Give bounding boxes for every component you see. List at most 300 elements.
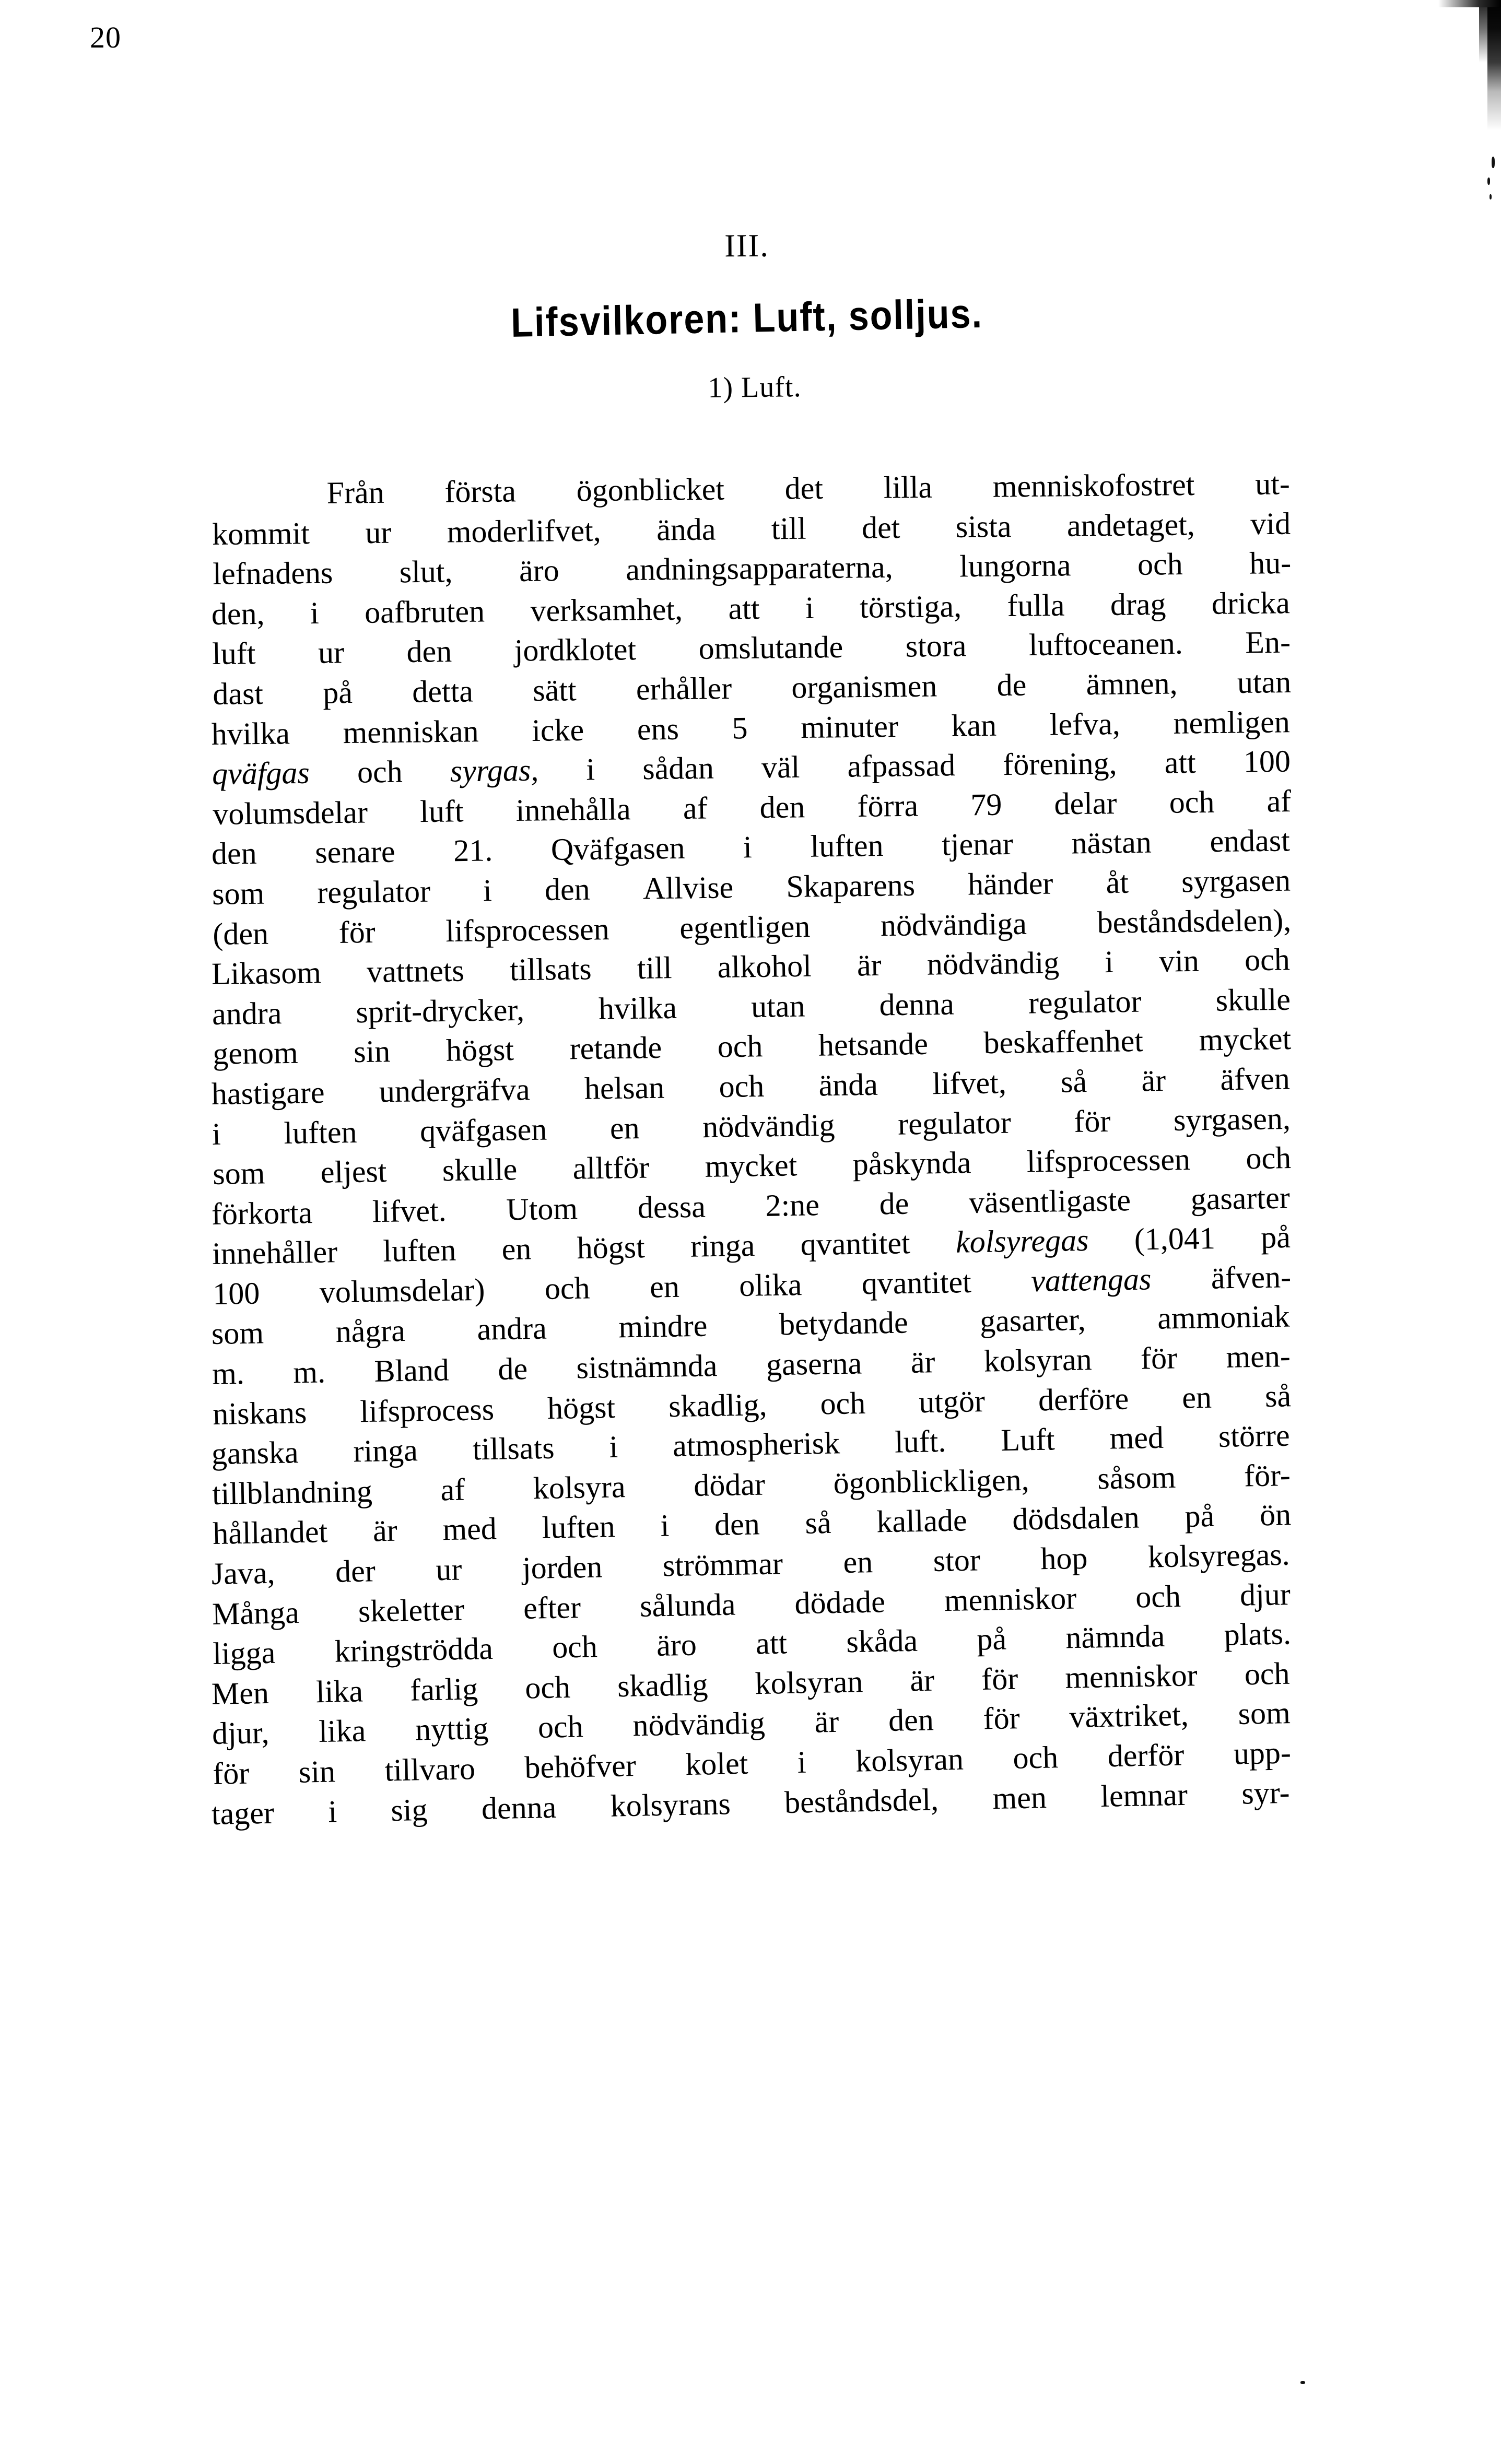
word: och (1135, 1578, 1181, 1614)
word: alkohol (717, 948, 812, 985)
word: kringströdda (334, 1631, 494, 1669)
word: de (879, 1186, 909, 1221)
word: nyttig (415, 1711, 489, 1747)
word: ur (318, 635, 345, 670)
word: på (1260, 1220, 1291, 1255)
word: kolsyra (533, 1469, 626, 1506)
word: nödvändig (702, 1107, 835, 1144)
word: för (1140, 1340, 1178, 1376)
scan-speck (1300, 2381, 1305, 2384)
word: nästan (1071, 824, 1152, 860)
word: luften (810, 828, 884, 864)
word: den (406, 634, 452, 669)
word: det (861, 510, 900, 545)
page-number: 20 (90, 20, 121, 54)
word: dödar (693, 1467, 766, 1503)
word: fulla (1007, 587, 1065, 623)
word: högst (445, 1032, 514, 1068)
word: qväfgasen (419, 1112, 547, 1148)
word: första (444, 474, 517, 509)
word: en (649, 1269, 680, 1304)
word: vattengas (1030, 1262, 1152, 1298)
word: ur (365, 515, 392, 550)
word: dödade (794, 1584, 886, 1621)
word: men (992, 1779, 1047, 1815)
word: väl (761, 749, 800, 785)
word: såsom (1097, 1459, 1176, 1496)
word: sig (390, 1792, 428, 1828)
word: är (910, 1345, 935, 1380)
word: en (1181, 1380, 1212, 1415)
word: ur (435, 1552, 462, 1587)
word: qvantitet (800, 1225, 911, 1262)
word: sådan (642, 750, 714, 786)
word: och (1012, 1740, 1059, 1775)
word: de (497, 1351, 528, 1387)
word: denna (879, 986, 955, 1022)
word: (1,041 (1134, 1221, 1216, 1257)
word: för (1073, 1103, 1111, 1139)
word: i (327, 1794, 337, 1829)
word: och (1137, 547, 1183, 582)
word: högst (577, 1230, 646, 1266)
word: förra (857, 788, 919, 823)
word: nemligen (1173, 704, 1291, 740)
word: beskaffenhet (983, 1023, 1144, 1060)
word: 2:ne (765, 1187, 820, 1223)
word: utan (1237, 664, 1292, 700)
word: förkorta (211, 1195, 313, 1231)
word: skadlig, (668, 1387, 768, 1423)
word: hvilka (598, 990, 677, 1026)
word: och (719, 1068, 765, 1104)
word: mindre (618, 1308, 708, 1345)
word: lifsprocess (359, 1392, 495, 1429)
word: i (608, 1429, 618, 1465)
scan-edge-artifact-top (1438, 0, 1501, 7)
word: beståndsdel, (784, 1782, 939, 1820)
word: ända (818, 1067, 878, 1103)
word: som (212, 1156, 265, 1192)
word: lemnar (1100, 1777, 1188, 1813)
word: mycket (705, 1148, 798, 1184)
word: sin (353, 1034, 391, 1069)
word: atmospherisk (672, 1425, 840, 1464)
word: tillsats (509, 951, 592, 987)
word: det (784, 470, 824, 506)
word: och (537, 1709, 584, 1745)
word: Utom (506, 1190, 578, 1227)
word: 79 (970, 787, 1002, 822)
word: vin (1158, 943, 1200, 978)
word: en (609, 1110, 640, 1146)
word: undergräfva (379, 1072, 531, 1109)
word: så (1264, 1378, 1292, 1413)
word: stora (905, 628, 967, 664)
word: kommit (212, 515, 310, 551)
word: den (888, 1702, 934, 1738)
word: den (714, 1506, 760, 1542)
word: nödvändig (632, 1705, 766, 1743)
word: lifsprocessen (1026, 1142, 1191, 1179)
word: skulle (442, 1152, 518, 1188)
word: hu- (1249, 546, 1292, 581)
word: ringa (690, 1228, 755, 1264)
word: ammoniak (1157, 1299, 1291, 1336)
word: andningsapparaterna, (625, 549, 893, 587)
word: lifvet, (932, 1065, 1007, 1101)
word: ganska (211, 1435, 299, 1471)
word: moderlifvet, (447, 513, 601, 549)
word: att (728, 591, 760, 626)
word: denna (481, 1789, 557, 1826)
word: för (338, 914, 376, 950)
word: väsentligaste (968, 1182, 1131, 1220)
word: slut, (399, 554, 453, 590)
word: i (660, 1508, 670, 1543)
word: händer (967, 866, 1053, 902)
word: som (212, 876, 265, 911)
word: innehåller (212, 1234, 338, 1271)
word: ögonblickligen, (833, 1462, 1030, 1501)
word: nödvändig (927, 945, 1060, 982)
word: menniskor (944, 1581, 1077, 1618)
word: lefnadens (213, 555, 333, 592)
word: luft (212, 636, 256, 671)
word: kolet (685, 1746, 748, 1782)
word: luftoceanen. (1028, 626, 1183, 663)
word: utgör (918, 1383, 986, 1419)
word: innehålla (515, 792, 631, 828)
page-heading-group (157, 230, 1337, 402)
word: är (1141, 1063, 1166, 1098)
word: och (1244, 1656, 1291, 1692)
word: luften (542, 1509, 616, 1546)
word: äfven- (1211, 1259, 1292, 1295)
word: syrgasen (1181, 863, 1291, 899)
word: växtriket, (1069, 1697, 1189, 1735)
chapter-title: Lifsvilkoren: Luft, solljus. (510, 290, 983, 346)
word: retande (569, 1030, 662, 1066)
word: Från (326, 475, 384, 510)
word: syr- (1241, 1775, 1291, 1811)
word: andra (476, 1311, 547, 1347)
word: kolsyran (855, 1741, 964, 1778)
word: förening, (1002, 746, 1117, 782)
word: sätt (532, 673, 577, 708)
word: afpassad (847, 748, 956, 784)
word: upp- (1233, 1735, 1292, 1771)
word: Skaparens (785, 867, 916, 904)
word: skadlig (617, 1667, 709, 1704)
word: stor (933, 1542, 981, 1578)
word: volumsdelar) (319, 1272, 485, 1310)
word: och (820, 1385, 866, 1421)
word: till (637, 950, 672, 986)
word: menniskor (1064, 1657, 1198, 1695)
word: luften (382, 1232, 456, 1269)
word: lilla (883, 469, 933, 505)
word: att (755, 1625, 788, 1661)
word: hop (1040, 1540, 1088, 1576)
word: lika (318, 1713, 366, 1749)
word: kolsyrans (610, 1786, 731, 1823)
word: volumsdelar (212, 795, 368, 831)
word: menniskofostret (992, 467, 1195, 504)
word: dödsdalen (1012, 1500, 1140, 1537)
word: att (1164, 745, 1197, 780)
word: djur, (212, 1715, 269, 1751)
word: 21. (453, 833, 493, 868)
word: Qväfgasen (550, 831, 685, 867)
word: tjenar (941, 827, 1014, 862)
word: och (357, 754, 403, 789)
word: helsan (584, 1070, 665, 1106)
word: af (683, 791, 708, 826)
word: kolsyran (754, 1664, 863, 1701)
word: lefva, (1049, 706, 1121, 742)
word: högst (547, 1389, 616, 1425)
word: En- (1245, 624, 1291, 660)
word: behöfver (524, 1748, 637, 1785)
scan-edge-artifact-right-inner (1479, 0, 1487, 63)
word: åt (1106, 865, 1129, 900)
word: m. (212, 1356, 245, 1392)
word: är (909, 1663, 935, 1698)
word: är (814, 1704, 839, 1740)
word: (den (212, 916, 269, 951)
word: af (440, 1472, 465, 1507)
word: och (544, 1270, 591, 1306)
word: ringa (353, 1433, 418, 1469)
word: hållandet (212, 1514, 328, 1551)
word: endast (1210, 823, 1291, 859)
word: kan (951, 708, 997, 743)
word: verksamhet, (530, 592, 683, 628)
word: efter (523, 1589, 581, 1625)
word (212, 476, 267, 512)
word: är (372, 1513, 398, 1548)
word: så (1060, 1064, 1087, 1099)
word: de (996, 667, 1027, 703)
word: ämnen, (1086, 666, 1178, 702)
word: påskynda (852, 1145, 971, 1182)
word: och (1245, 1140, 1292, 1176)
word: skåda (846, 1623, 918, 1659)
word: luft (419, 793, 464, 829)
word: i (212, 1116, 221, 1151)
word: tillvaro (384, 1751, 476, 1788)
word: kolsyran (983, 1342, 1093, 1378)
word: Allvise (642, 870, 734, 906)
word: niskans (212, 1395, 307, 1431)
word: kolsyregas (955, 1223, 1089, 1260)
word: som (211, 1315, 264, 1351)
word: luft. (894, 1424, 946, 1459)
word: derföre (1038, 1381, 1129, 1418)
word: Men (211, 1675, 269, 1711)
word: med (442, 1511, 497, 1547)
word: några (335, 1313, 406, 1349)
chapter-numeral: III. (724, 228, 769, 264)
word: hvilka (211, 715, 290, 751)
word: för (981, 1661, 1018, 1696)
word: djur (1239, 1576, 1291, 1612)
word: i (743, 830, 753, 865)
word: kolsyregas. (1147, 1537, 1291, 1574)
word: oafbruten (364, 594, 485, 630)
word: detta (412, 674, 474, 709)
word: senare (314, 834, 395, 870)
word: äro (519, 553, 560, 588)
word: och (524, 1669, 571, 1705)
word: med (1109, 1420, 1164, 1456)
word: Luft (1000, 1422, 1056, 1458)
word: ön (1259, 1497, 1292, 1532)
word: dast (212, 676, 264, 711)
word: för (983, 1701, 1021, 1736)
body-text (211, 466, 1292, 1836)
word: kallade (876, 1503, 968, 1539)
word: ögonblicket (576, 471, 725, 508)
word: gasarter, (979, 1302, 1086, 1339)
word: tager (211, 1795, 275, 1831)
word: för (212, 1755, 250, 1791)
word: ända (656, 512, 716, 547)
word: icke (531, 712, 584, 748)
word: på (322, 675, 353, 710)
word: tillsats (472, 1431, 555, 1467)
scan-speck (1487, 178, 1490, 185)
word: i (805, 590, 814, 625)
word: en (501, 1231, 532, 1267)
section-title: 1) Luft. (708, 371, 802, 404)
word: gaserna (766, 1346, 862, 1382)
word: Många (212, 1595, 300, 1631)
word: ligga (212, 1635, 276, 1671)
word: ut- (1254, 466, 1291, 501)
word: och (552, 1629, 598, 1665)
word: syrgasen, (1173, 1101, 1291, 1137)
word: alltför (572, 1150, 650, 1186)
word: strömmar (662, 1546, 783, 1583)
word: dricka (1211, 585, 1291, 621)
word: 100 (1243, 744, 1291, 779)
word: ens (637, 711, 679, 747)
word: den, (211, 596, 265, 631)
word: minuter (800, 709, 899, 745)
word: beståndsdelen), (1097, 902, 1292, 940)
word: syrgas, (450, 752, 539, 788)
scan-edge-artifact-right (1487, 0, 1501, 131)
word: och (1244, 942, 1291, 977)
word: omslutande (698, 630, 843, 666)
word: regulator (316, 874, 431, 910)
word: lifsprocessen (445, 911, 610, 948)
word: lifvet. (372, 1193, 447, 1229)
word: 5 (732, 710, 748, 746)
word: en (842, 1545, 873, 1580)
word: qväfgas (212, 755, 310, 792)
word: äro (656, 1627, 697, 1663)
word: och (717, 1029, 763, 1064)
word: m. (292, 1354, 326, 1390)
word: jorden (522, 1549, 603, 1586)
word: regulator (1028, 984, 1142, 1020)
word: sin (298, 1754, 336, 1789)
word: tillblandning (212, 1473, 373, 1511)
word: gasarter (1190, 1180, 1291, 1217)
word: nödvändiga (880, 906, 1027, 942)
word: törstiga, (859, 588, 962, 624)
word: hastigare (211, 1075, 325, 1111)
word: som (1237, 1695, 1291, 1731)
word: och (1169, 784, 1215, 820)
word: delar (1054, 785, 1117, 821)
word: derför (1107, 1737, 1185, 1774)
scan-speck (1490, 194, 1492, 199)
word: plats. (1223, 1616, 1292, 1652)
word: utan (750, 988, 805, 1024)
word: 100 (212, 1276, 260, 1311)
word: större (1218, 1418, 1291, 1454)
word: vid (1250, 506, 1291, 541)
word: sistnämnda (576, 1348, 718, 1385)
word: Java, (211, 1555, 276, 1591)
word: hetsande (818, 1027, 929, 1063)
scan-speck (1492, 157, 1495, 168)
word: i (310, 595, 320, 630)
word: andra (212, 995, 282, 1031)
word: lungorna (959, 548, 1071, 584)
word: skulle (1215, 982, 1291, 1018)
word: äfven (1220, 1061, 1291, 1097)
word: egentligen (679, 909, 811, 945)
word: sprit-drycker, (356, 992, 525, 1029)
word: den (211, 836, 257, 871)
word: i (483, 873, 492, 908)
word: på (1184, 1499, 1215, 1534)
word: i (586, 752, 595, 787)
word: genom (212, 1035, 299, 1071)
word: dessa (637, 1189, 706, 1225)
word: andetaget, (1066, 506, 1195, 543)
word: Likasom (211, 955, 322, 992)
word: sålunda (639, 1587, 736, 1623)
word: den (544, 871, 591, 907)
word: Bland (373, 1352, 450, 1388)
word: organismen (791, 668, 937, 705)
word: men- (1226, 1338, 1291, 1374)
word: vattnets (366, 953, 465, 989)
word: sista (955, 509, 1012, 544)
word: betydande (779, 1305, 909, 1342)
word: farlig (409, 1671, 478, 1707)
word: skeletter (358, 1591, 465, 1629)
word: menniskan (343, 713, 479, 750)
word: qvantitet (861, 1264, 972, 1301)
word: så (804, 1505, 832, 1541)
word: olika (738, 1267, 802, 1303)
word: på (976, 1621, 1007, 1657)
word: i (797, 1744, 807, 1779)
word: af (1267, 783, 1292, 819)
word: nämnda (1065, 1619, 1165, 1655)
word: erhåller (636, 670, 732, 706)
word: regulator (897, 1105, 1012, 1141)
word: jordklotet (514, 632, 637, 668)
word: är (857, 947, 882, 983)
